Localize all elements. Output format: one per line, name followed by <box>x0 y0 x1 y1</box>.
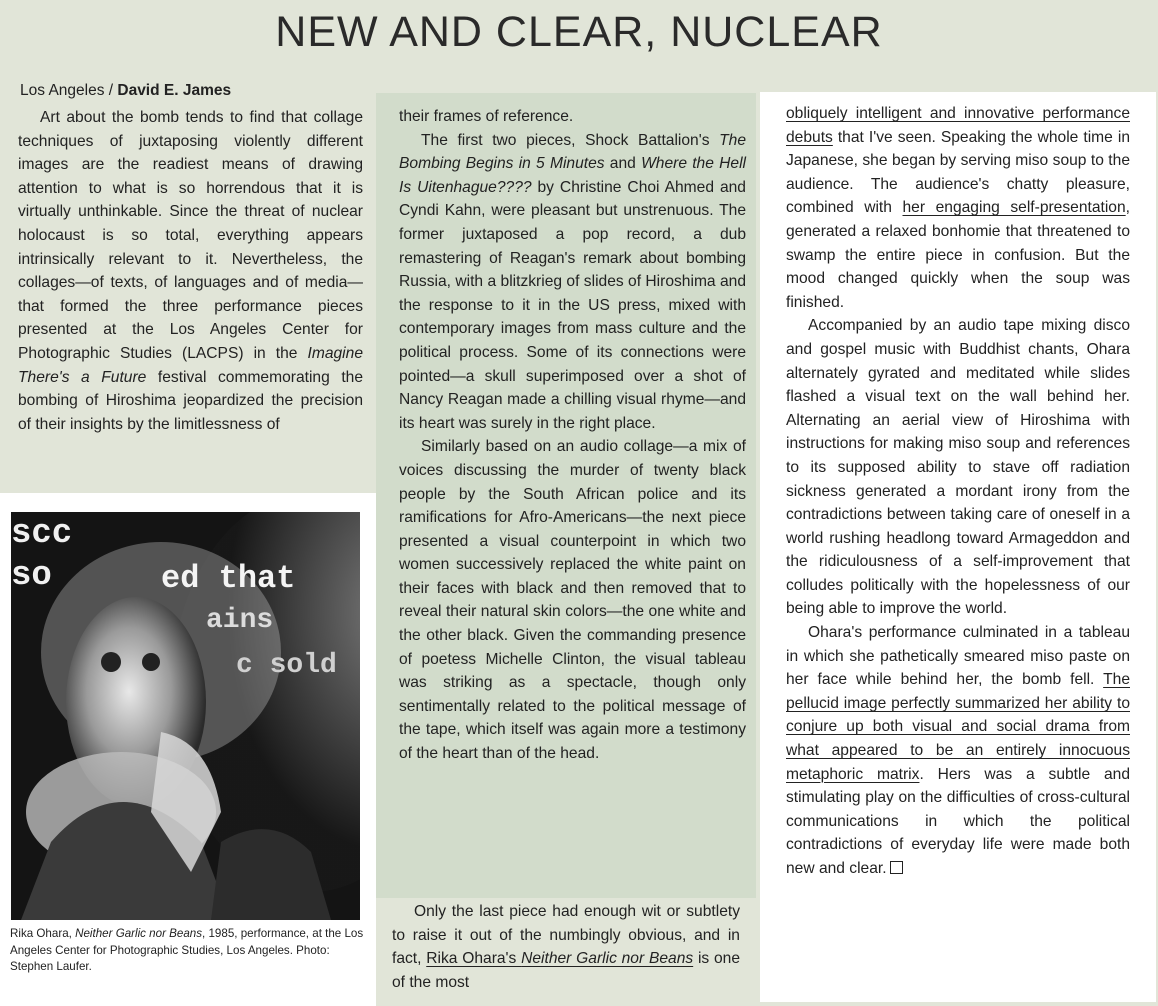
paragraph-ohara-debut: obliquely intelligent and innovative performance debuts that I've seen. Speaking the whole time in Japanese, she began by serving miso soup to the audience. The audience's chatty pleasure, combined with her engaging self-presentation, generated a relaxed bonhomie that threatened to swamp the entire piece in confusion. But the mood changed quickly when the soup was finished. <box>786 105 1130 311</box>
headline: NEW AND CLEAR, NUCLEAR <box>275 8 883 56</box>
paragraph-intro: Art about the bomb tends to find that collage techniques of juxtaposing violently different images are the readiest means of drawing attention to what is so horrendous that it is virtually unthinkable. Since the threat of nuclear holocaust is so total, everything appears intrinsically relevant to it. Nevertheless, the collages—of texts, of languages and of media—that formed the three performance pieces presented at the Los Angeles Center for Photographic Studies (LACPS) in the Imagine There's a Future festival commemorating the bombing of Hiroshima jeopardized the precision of their insights by the limitlessness of <box>18 109 364 433</box>
work-title-neither-garlic: Neither Garlic nor Beans <box>521 950 694 968</box>
work-title-bombing: The Bombing Begins in 5 Minutes <box>399 131 746 173</box>
caption-work-title: Neither Garlic nor Beans <box>75 927 203 940</box>
byline-location: Los Angeles / <box>20 82 118 99</box>
end-mark-icon <box>890 861 903 874</box>
slide-text-4: ains <box>206 605 274 636</box>
article-column-2-lower <box>392 900 740 994</box>
slide-text-1: scc <box>11 515 73 553</box>
paragraph-first-pieces: The first two pieces, Shock Battalion's The Bombing Begins in 5 Minutes and Where the Hell Is Uitenhague???? by Christine Choi Ahmed and Cyndi Kahn, were pleasant but unstrenuous. The former juxtaposed a pop record, a dub remastering of Reagan's remark about bombing Russia, with a blitzkrieg of slides of Hiroshima and the response to it in the US press, mixed with contemporary images from mass culture and the political process. Some of its connections were pointed—a skull superimposed over a shot of Nancy Reagan made a chilling visual rhyme—and its heart was surely in the right place. <box>399 131 746 432</box>
article-column-3 <box>760 92 1156 1002</box>
article-column-2 <box>399 105 746 766</box>
work-title-uitenhague: Where the Hell Is Uitenhague???? <box>399 155 746 196</box>
slide-text-3: ed that <box>161 560 296 597</box>
paragraph-audio-collage: Similarly based on an audio collage—a mix of voices discussing the murder of twenty black people by the South African police and its ramifications for Afro-Americans—the next piece presented a visual counterpoint in which two women successively replaced the white paint on their faces with black and then removed that to reveal their natural skin colors—the one white and the other black. Given the commanding presence of poetess Michelle Clinton, the visual tableau was striking as a spectacle, though only sentimentally related to the political message of the tape, which itself was again more a testimony of the heart than of the head. <box>399 438 746 763</box>
slide-text-2: so <box>11 557 52 595</box>
byline <box>20 82 231 100</box>
byline-author: David E. James <box>117 82 232 99</box>
performance-photo-image <box>11 512 360 920</box>
article-column-1 <box>18 106 363 436</box>
festival-title: Imagine There's a Future <box>18 344 363 386</box>
slide-text-5: c sold <box>236 650 337 681</box>
performance-photo <box>11 512 360 920</box>
paragraph-continuation: their frames of reference. <box>399 108 574 125</box>
photo-caption: Rika Ohara, Neither Garlic nor Beans, 1985, performance, at the Los Angeles Center for Photographic Studies, Los Angeles. Photo: Stephen Laufer. <box>10 927 364 973</box>
paragraph-audio-tape: Accompanied by an audio tape mixing disco and gospel music with Buddhist chants, Ohara alternately gyrated and meditated while slides flashed a visual text on the wall behind her. Alternating an aerial view of Hiroshima with instructions for making miso soup and references to its supposed ability to stave off radiation sickness generated a mordant irony from the contradictions between taking care of oneself in a world rushing headlong toward Armageddon and the ridiculousness of a self-improvement that colludes politically with the hopelessness of our being able to improve the world. <box>786 317 1130 618</box>
paragraph-culmination: Ohara's performance culminated in a tableau in which she pathetically smeared miso paste on her face while behind her, the bomb fell. The pellucid image perfectly summarized her ability to conjure up both visual and social drama from what appeared to be an entirely innocuous metaphoric matrix. Hers was a subtle and stimulating play on the difficulties of cross-cultural communications in which the political contradictions of everyday life were made both new and clear. <box>786 624 1131 877</box>
paragraph-last-piece: Only the last piece had enough wit or subtlety to raise it out of the numbingly obvious, and in fact, Rika Ohara's Neither Garlic nor Beans is one of the most <box>392 903 740 991</box>
